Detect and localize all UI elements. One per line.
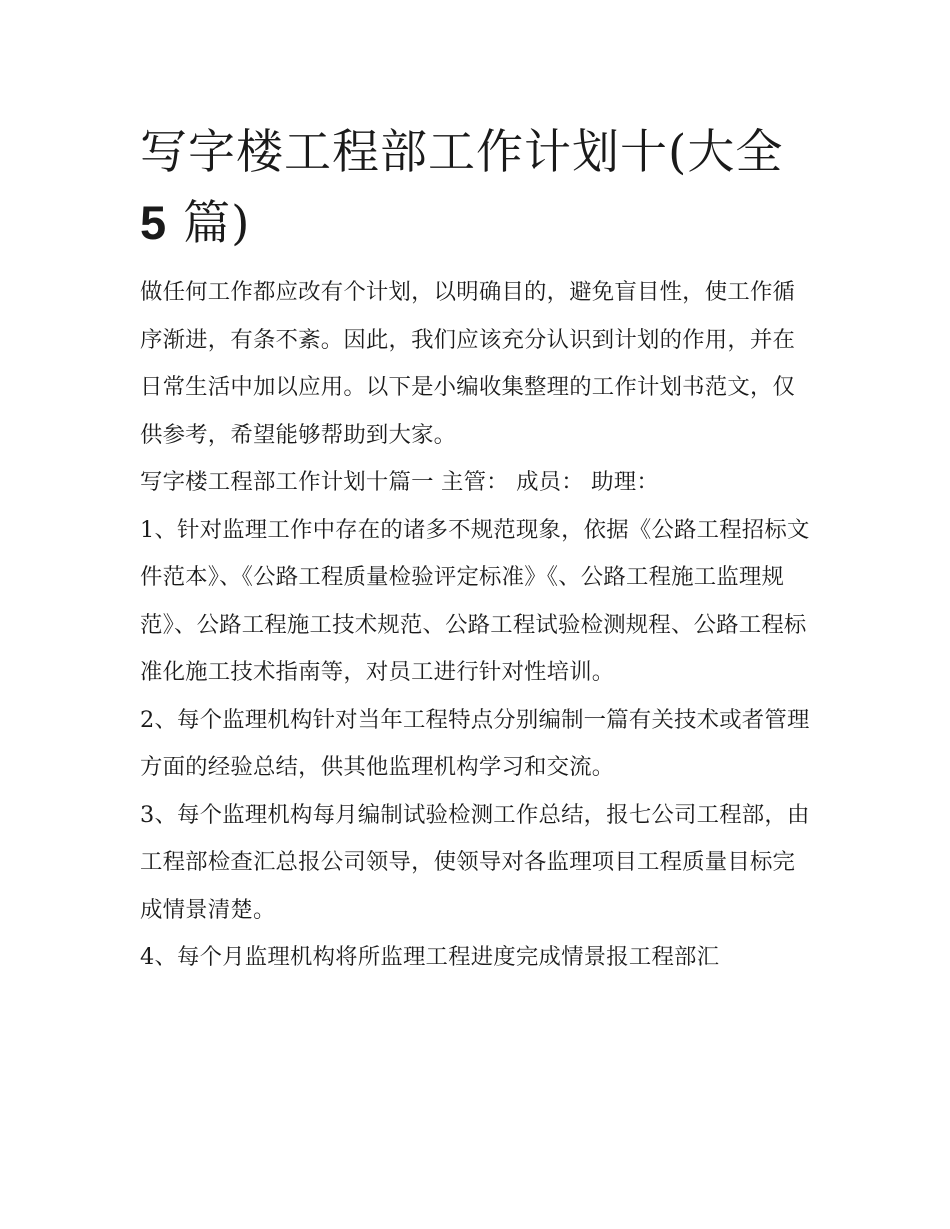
title-text-end: 篇) — [183, 196, 251, 251]
item-2-paragraph: 2、每个监理机构针对当年工程特点分别编制一篇有关技术或者管理方面的经验总结，供其他监理机构学习和交流。 — [140, 706, 810, 780]
document-title — [140, 118, 814, 259]
section-heading-line: 写字楼工程部工作计划十篇一 主管： 成员： 助理： — [140, 469, 659, 495]
document-content — [140, 118, 814, 982]
title-count: 5 — [140, 196, 168, 249]
intro-paragraph: 做任何工作都应改有个计划，以明确目的，避免盲目性，使工作循序渐进，有条不紊。因此，我们应该充分认识到计划的作用，并在日常生活中加以应用。以下是小编收集整理的工作计划书范文，仅供参考，希望能够帮助到大家。 — [140, 279, 796, 448]
title-text-main: 写字楼工程部工作计划十(大全 — [140, 125, 784, 180]
item-3-paragraph: 3、每个监理机构每月编制试验检测工作总结，报七公司工程部，由工程部检查汇总报公司领导，使领导对各监理项目工程质量目标完成情景清楚。 — [140, 801, 810, 923]
item-4-paragraph: 4、每个月监理机构将所监理工程进度完成情景报工程部汇 — [140, 944, 720, 970]
item-1-paragraph: 1、针对监理工作中存在的诸多不规范现象，依据《公路工程招标文件范本》、《公路工程质量检验评定标准》《、公路工程施工监理规范》、公路工程施工技术规范、公路工程试验检测规程、公路工程标准化施工技术指南等，对员工进行针对性培训。 — [140, 516, 810, 685]
